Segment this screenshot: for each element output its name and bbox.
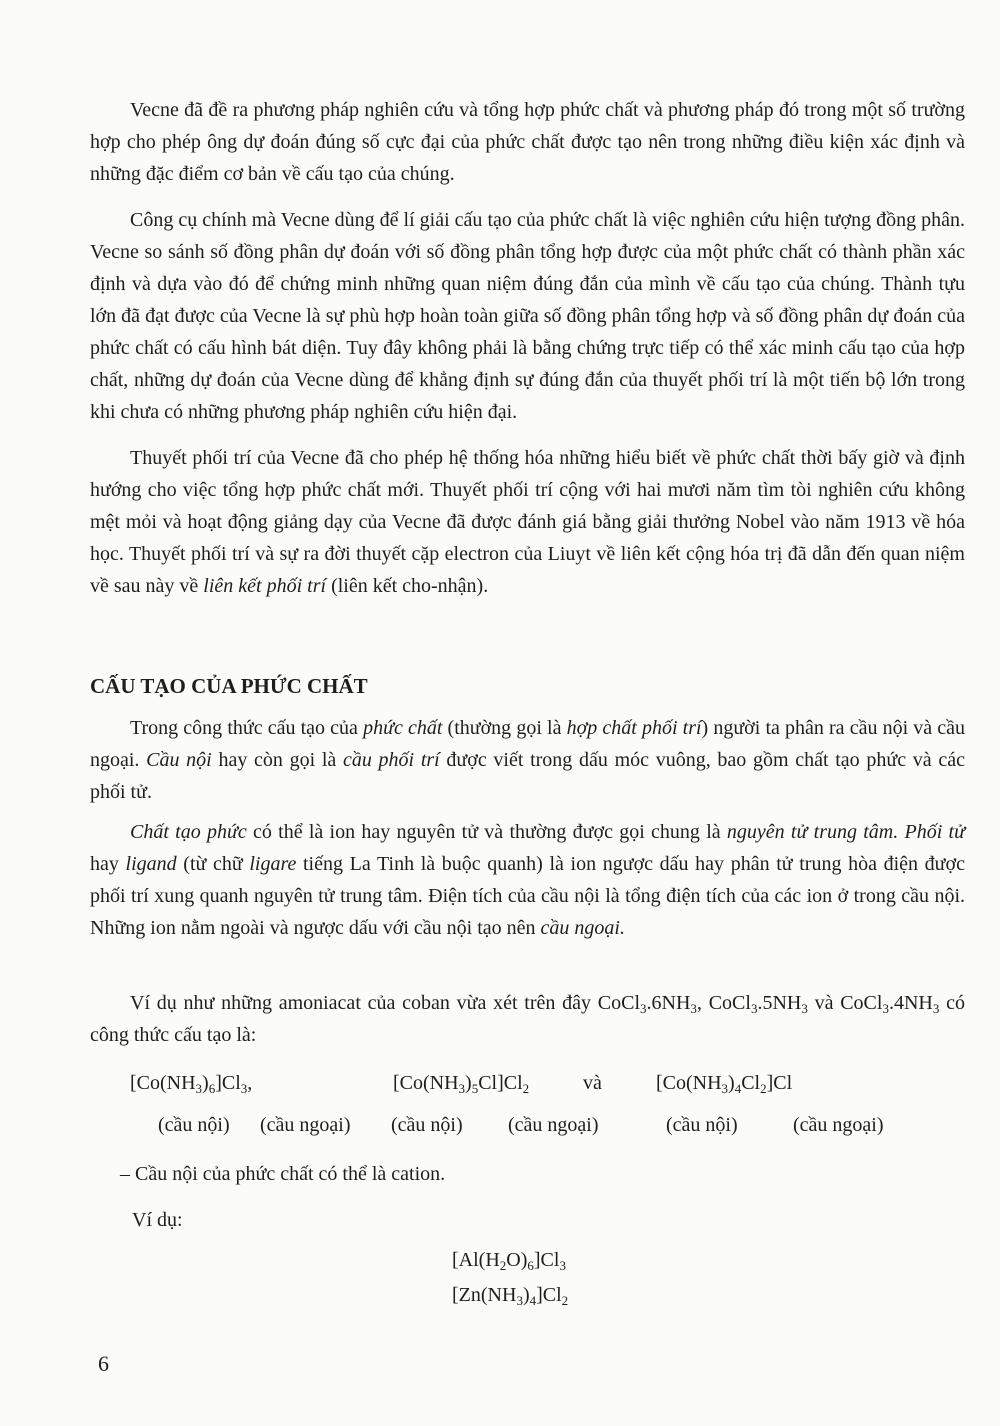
text: hay	[90, 853, 126, 875]
example-label: Ví dụ:	[132, 1209, 183, 1231]
italic-term: cầu ngoại.	[540, 917, 625, 939]
formula: $CoCl_3.6NH_3$	[597, 992, 697, 1016]
formula-tetraammine: $[Co(NH_3)_4Cl_2]Cl$	[656, 1072, 793, 1096]
section-heading: CẤU TẠO CỦA PHỨC CHẤT	[90, 674, 368, 698]
paragraph-example	[90, 987, 965, 1051]
paragraph-coordination-theory	[90, 442, 965, 602]
text: Trong công thức cấu tạo của	[130, 717, 364, 739]
formula: $CoCl_3.5NH_3$	[708, 992, 808, 1016]
label-outer-sphere: (cầu ngoại)	[260, 1114, 351, 1136]
text: (liên kết cho-nhận).	[326, 575, 489, 597]
paragraph-structure	[90, 712, 965, 808]
paragraph-isomerism: Công cụ chính mà Vecne dùng để lí giải cấu tạo của phức chất là việc nghiên cứu hiện tượng đồng phân. Vecne so sánh số đồng phân dự đoán với số đồng phân tổng hợp được của một phức chất có thành phần xác định và dựa vào đó để chứng minh những quan niệm đúng đắn của mình về cấu tạo của chúng. Thành tựu lớn đã đạt được của Vecne là sự phù hợp hoàn toàn giữa số đồng phân tổng hợp và số đồng phân dự đoán của phức chất có cấu hình bát diện. Tuy đây không phải là bằng chứng trực tiếp có thể xác minh cấu tạo của hợp chất, những dự đoán của Vecne dùng để khẳng định sự đúng đắn của thuyết phối trí là một tiến bộ lớn trong khi chưa có những phương pháp nghiên cứu hiện đại.	[90, 209, 965, 423]
formula: $CoCl_3.4NH_3$	[840, 992, 940, 1016]
example-formula: $[Al(H_2O)_6]Cl_3$	[452, 1249, 566, 1273]
label-inner-sphere: (cầu nội)	[666, 1114, 738, 1136]
paragraph-vecne-method: Vecne đã đề ra phương pháp nghiên cứu và tổng hợp phức chất và phương pháp đó trong một số trường hợp cho phép ông dự đoán đúng số cực đại của phức chất được tạo nên trong những điều kiện xác định và những đặc điểm cơ bản về cấu tạo của chúng.	[90, 99, 965, 185]
formula-hexaammine: $[Co(NH_3)_6]Cl_3$,	[130, 1072, 253, 1096]
text: (thường gọi là	[442, 717, 567, 739]
example-formula: $[Zn(NH_3)_4]Cl_2$	[452, 1284, 569, 1308]
label-inner-sphere: (cầu nội)	[158, 1114, 230, 1136]
text: ,	[696, 992, 709, 1014]
text: Ví dụ như những amoniacat của coban vừa xét trên đây	[130, 992, 598, 1014]
conjunction: và	[583, 1072, 602, 1094]
text: có thể là ion hay nguyên tử và thường được gọi chung là	[246, 821, 727, 843]
label-inner-sphere: (cầu nội)	[391, 1114, 463, 1136]
italic-term: phức chất	[363, 717, 443, 739]
text: và	[807, 992, 841, 1014]
text: được viết trong dấu móc vuông, bao gồm chất tạo phức và các phối tử.	[90, 749, 965, 803]
italic-term: Chất tạo phức	[130, 821, 247, 843]
text: ) người ta phân ra cầu nội và cầu ngoại.	[90, 717, 966, 771]
text: hay còn gọi là	[211, 749, 343, 771]
text: có công thức cấu tạo là:	[90, 992, 965, 1046]
text: tiếng La Tinh là buộc quanh) là ion ngược dấu hay phân tử trung hòa điện được phối trí xung quanh nguyên tử trung tâm. Điện tích của cầu nội là tổng điện tích của các ion ở trong cầu nội. Những ion nằm ngoài và ngược dấu với cầu nội tạo nên	[90, 853, 965, 939]
italic-term: ligare	[249, 853, 297, 875]
label-outer-sphere: (cầu ngoại)	[508, 1114, 599, 1136]
page-number: 6	[98, 1351, 109, 1376]
italic-term: nguyên tử trung tâm. Phối tử	[726, 821, 965, 843]
formula-pentaammine: $[Co(NH_3)_5Cl]Cl_2$	[393, 1072, 530, 1096]
text: Thuyết phối trí của Vecne đã cho phép hệ thống hóa những hiểu biết về phức chất thời bấy giờ và định hướng cho việc tổng hợp phức chất mới. Thuyết phối trí cộng với hai mươi năm tìm tòi nghiên cứu không mệt mỏi và hoạt động giảng dạy của Vecne đã được đánh giá bằng giải thưởng Nobel vào năm 1913 về hóa học. Thuyết phối trí và sự ra đời thuyết cặp electron của Liuyt về liên kết cộng hóa trị đã dẫn đến quan niệm về sau này về	[90, 447, 965, 597]
italic-term: hợp chất phối trí	[566, 717, 702, 739]
italic-term: ligand	[125, 853, 177, 875]
label-outer-sphere: (cầu ngoại)	[793, 1114, 884, 1136]
paragraph-ligand	[90, 816, 965, 944]
italic-term: Cầu nội	[146, 749, 212, 771]
italic-term: liên kết phối trí	[203, 575, 327, 597]
italic-term: cầu phối trí	[342, 749, 440, 771]
text: (từ chữ	[176, 853, 250, 875]
cation-statement: – Cầu nội của phức chất có thể là cation.	[120, 1163, 446, 1185]
